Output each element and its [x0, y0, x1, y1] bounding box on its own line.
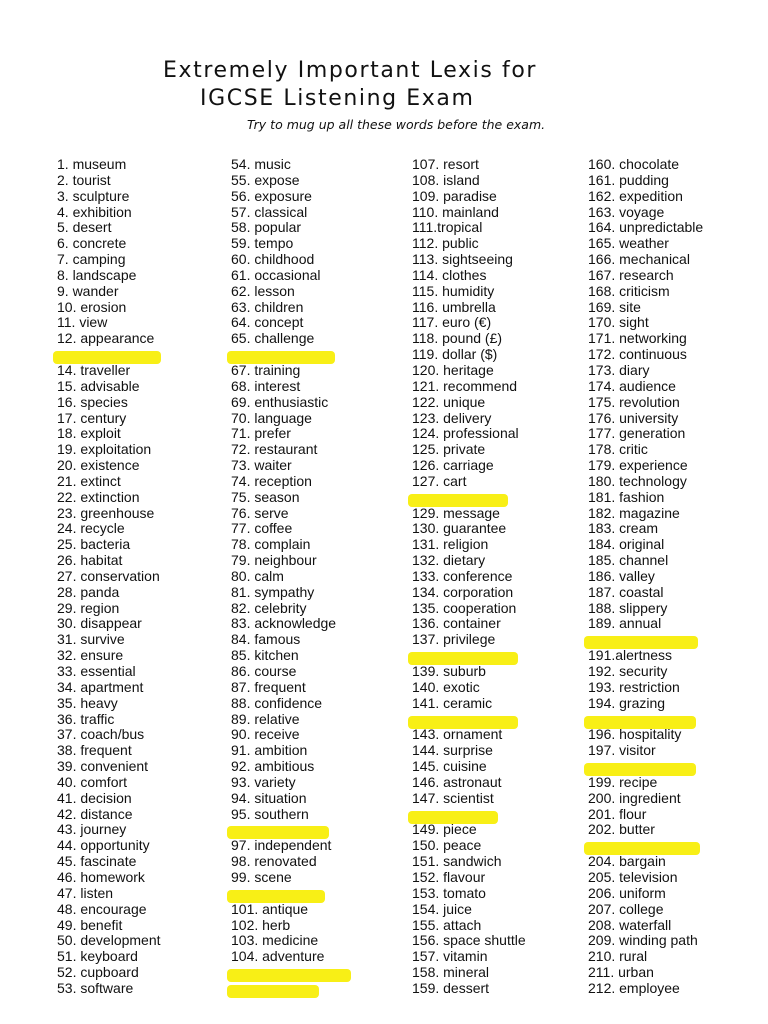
word-list-item: 118. pound (£)	[412, 330, 503, 347]
highlighted-redacted-item	[412, 807, 582, 823]
word-list-item: 113. sightseeing	[412, 251, 513, 268]
word-list-item: 135. cooperation	[412, 599, 517, 616]
word-list-item: 161. pudding	[588, 171, 669, 188]
word-list-item: 151. sandwich	[412, 853, 502, 870]
word-list-item: 79. neighbour	[231, 552, 317, 569]
word-list-item: 18. exploit	[57, 425, 121, 442]
word-list-item: 134. corporation	[412, 583, 514, 600]
word-list-item: 45. fascinate	[57, 853, 137, 870]
highlighted-redacted-item	[412, 648, 582, 664]
word-list-item: 91. ambition	[231, 742, 308, 759]
word-list-item: 15. advisable	[57, 377, 140, 394]
word-list-item: 119. dollar ($)	[412, 346, 498, 363]
word-list-item: 131. religion	[412, 536, 489, 553]
highlighted-redacted-item	[231, 347, 401, 363]
word-list-item: 209. winding path	[588, 932, 698, 949]
word-list-item: 75. season	[231, 488, 300, 505]
word-list-item: 47. listen	[57, 884, 114, 901]
word-list-item: 121. recommend	[412, 377, 518, 394]
word-list-item: 7. camping	[57, 251, 126, 268]
word-list-item: 94. situation	[231, 789, 307, 806]
word-list-item: 85. kitchen	[231, 647, 299, 664]
word-list-item: 137. privilege	[412, 631, 496, 648]
word-list-item: 27. conservation	[57, 567, 160, 584]
word-list-item: 109. paradise	[412, 187, 497, 204]
word-list-item: 115. humidity	[412, 282, 495, 299]
word-list-item: 74. reception	[231, 472, 312, 489]
word-list-item: 155. attach	[412, 916, 482, 933]
word-list-item: 107. resort	[412, 156, 479, 172]
word-list-item: 92. ambitious	[231, 758, 315, 775]
word-list-item: 110. mainland	[412, 203, 499, 220]
word-list-item: 185. channel	[588, 552, 669, 569]
word-list-item: 102. herb	[231, 916, 291, 933]
word-list-item: 5. desert	[57, 219, 112, 236]
word-list-item: 174. audience	[588, 377, 676, 394]
word-list-item: 160. chocolate	[588, 156, 680, 172]
word-list-item: 186. valley	[588, 567, 655, 584]
word-list-item: 114. clothes	[412, 266, 487, 283]
word-list-item: 193. restriction	[588, 678, 680, 695]
word-list-item: 116. umbrella	[412, 298, 496, 315]
word-list-item: 212. employee	[588, 979, 680, 996]
word-list-item: 130. guarantee	[412, 520, 507, 537]
word-list-item: 9. wander	[57, 282, 119, 299]
word-list-item: 93. variety	[231, 773, 296, 790]
word-list-item: 182. magazine	[588, 504, 680, 521]
word-list-item: 124. professional	[412, 425, 519, 442]
word-list-item: 178. critic	[588, 441, 648, 458]
word-list-item: 158. mineral	[412, 964, 490, 981]
word-list-item: 90. receive	[231, 726, 300, 743]
word-list-item: 202. butter	[588, 821, 655, 838]
word-list-item: 37. coach/bus	[57, 726, 145, 743]
word-list-item: 166. mechanical	[588, 251, 690, 268]
word-list-item: 51. keyboard	[57, 948, 138, 965]
word-list-item: 205. television	[588, 868, 678, 885]
word-list-item: 101. antique	[231, 900, 309, 917]
word-list-item: 181. fashion	[588, 488, 665, 505]
word-list-item: 196. hospitality	[588, 726, 682, 743]
highlighted-redacted-item	[412, 490, 582, 506]
word-list-item: 143. ornament	[412, 726, 503, 743]
word-list-item: 39. convenient	[57, 758, 149, 775]
word-list-item: 125. private	[412, 441, 486, 458]
word-list-item: 53. software	[57, 979, 134, 996]
word-list-item: 76. serve	[231, 504, 289, 521]
word-list-item: 176. university	[588, 409, 679, 426]
word-list-item: 168. criticism	[588, 282, 670, 299]
word-list-item: 159. dessert	[412, 979, 490, 996]
word-list-item: 84. famous	[231, 631, 301, 648]
word-list-item: 82. celebrity	[231, 599, 307, 616]
word-list-item: 88. confidence	[231, 694, 323, 711]
word-list-item: 16. species	[57, 393, 128, 410]
word-list-item: 147. scientist	[412, 789, 494, 806]
word-list-item: 62. lesson	[231, 282, 295, 299]
word-list-item: 89. relative	[231, 710, 300, 727]
word-list-item: 73. waiter	[231, 457, 292, 474]
word-list-item: 144. surprise	[412, 742, 493, 759]
word-list-item: 2. tourist	[57, 171, 111, 188]
word-list-item: 81. sympathy	[231, 583, 315, 600]
word-list-item: 31. survive	[57, 631, 125, 648]
word-list-item: 20. existence	[57, 457, 140, 474]
word-list-item: 59. tempo	[231, 235, 294, 252]
word-list-item: 64. concept	[231, 314, 304, 331]
word-list-item: 83. acknowledge	[231, 615, 337, 632]
word-list-item: 43. journey	[57, 821, 127, 838]
word-list-item: 108. island	[412, 171, 480, 188]
word-list-item: 61. occasional	[231, 266, 321, 283]
word-list-item: 127. cart	[412, 472, 467, 489]
word-list-item: 58. popular	[231, 219, 302, 236]
word-list-item: 192. security	[588, 663, 668, 679]
word-list-item: 72. restaurant	[231, 441, 318, 458]
word-list-item: 71. prefer	[231, 425, 291, 442]
word-list-item: 38. frequent	[57, 742, 132, 759]
word-list-item: 52. cupboard	[57, 964, 139, 981]
word-list-item: 123. delivery	[412, 409, 492, 426]
word-list-item: 35. heavy	[57, 694, 118, 711]
word-list-item: 172. continuous	[588, 346, 687, 363]
highlighted-redacted-item	[588, 712, 758, 728]
word-column-3	[412, 157, 582, 997]
word-list-item: 22. extinction	[57, 488, 140, 505]
highlighted-redacted-item	[57, 347, 227, 363]
word-list-item: 86. course	[231, 663, 297, 679]
word-list-item: 49. benefit	[57, 916, 123, 933]
word-list-item: 211. urban	[588, 964, 654, 981]
word-list-item: 3. sculpture	[57, 187, 130, 204]
word-list-item: 164. unpredictable	[588, 219, 704, 236]
word-list-item: 170. sight	[588, 314, 649, 331]
word-list-item: 173. diary	[588, 361, 650, 378]
word-list-item: 165. weather	[588, 235, 669, 252]
word-list-item: 162. expedition	[588, 187, 683, 204]
word-list-item: 126. carriage	[412, 457, 494, 474]
word-list-item: 56. exposure	[231, 187, 312, 204]
word-list-item: 40. comfort	[57, 773, 128, 790]
word-list-item: 32. ensure	[57, 647, 124, 664]
word-list-item: 112. public	[412, 235, 479, 252]
page-title: Extremely Important Lexis for	[163, 58, 538, 83]
word-list-item: 44. opportunity	[57, 837, 150, 854]
word-list-item: 120. heritage	[412, 361, 494, 378]
word-list-item: 156. space shuttle	[412, 932, 526, 949]
word-list-item: 199. recipe	[588, 773, 658, 790]
word-list-item: 184. original	[588, 536, 665, 553]
word-list-item: 8. landscape	[57, 266, 137, 283]
highlighted-redacted-item	[231, 886, 401, 902]
word-list-item: 23. greenhouse	[57, 504, 155, 521]
word-list-item: 140. exotic	[412, 678, 480, 695]
word-list-item: 171. networking	[588, 330, 687, 347]
word-list-item: 87. frequent	[231, 678, 306, 695]
word-list-item: 189. annual	[588, 615, 662, 632]
word-list-item: 197. visitor	[588, 742, 656, 759]
highlight-mark	[227, 985, 319, 998]
word-list-item: 70. language	[231, 409, 312, 426]
word-list-item: 65. challenge	[231, 330, 315, 347]
word-list-item: 99. scene	[231, 868, 292, 885]
word-list-item: 194. grazing	[588, 694, 666, 711]
word-list-item: 104. adventure	[231, 948, 325, 965]
page-title-line-2: IGCSE Listening Exam	[200, 86, 475, 111]
word-list-item: 14. traveller	[57, 361, 131, 378]
word-list-item: 77. coffee	[231, 520, 293, 537]
word-list-item: 141. ceramic	[412, 694, 493, 711]
word-list-item: 63. children	[231, 298, 304, 315]
word-list-item: 25. bacteria	[57, 536, 131, 553]
word-list-item: 1. museum	[57, 156, 127, 172]
word-list-item: 133. conference	[412, 567, 513, 584]
subtitle: Try to mug up all these words before the exam.	[247, 117, 546, 132]
word-list-item: 157. vitamin	[412, 948, 488, 965]
word-list-item: 200. ingredient	[588, 789, 681, 806]
word-list-item: 132. dietary	[412, 552, 486, 569]
word-list-item: 30. disappear	[57, 615, 142, 632]
word-list-item: 154. juice	[412, 900, 472, 917]
highlighted-redacted-item	[231, 981, 401, 997]
word-list-item: 28. panda	[57, 583, 120, 600]
word-list-item: 95. southern	[231, 805, 309, 822]
highlighted-redacted-item	[588, 632, 758, 648]
highlighted-redacted-item	[231, 965, 401, 981]
word-list-item: 201. flour	[588, 805, 647, 822]
word-list-item: 177. generation	[588, 425, 686, 442]
word-list-item: 129. message	[412, 504, 500, 521]
word-list-item: 145. cuisine	[412, 758, 487, 775]
word-list-item: 139. suburb	[412, 663, 486, 679]
word-list-item: 146. astronaut	[412, 773, 502, 790]
word-list-item: 208. waterfall	[588, 916, 672, 933]
word-list-item: 206. uniform	[588, 884, 666, 901]
word-list-item: 179. experience	[588, 457, 688, 474]
word-list-item: 48. encourage	[57, 900, 147, 917]
word-list-item: 6. concrete	[57, 235, 127, 252]
word-list-item: 57. classical	[231, 203, 308, 220]
highlighted-redacted-item	[231, 822, 401, 838]
word-list-item: 68. interest	[231, 377, 301, 394]
highlighted-redacted-item	[412, 712, 582, 728]
word-list-item: 17. century	[57, 409, 127, 426]
word-list-item: 54. music	[231, 156, 291, 172]
word-list-item: 46. homework	[57, 868, 145, 885]
word-list-item: 29. region	[57, 599, 120, 616]
word-list-item: 167. research	[588, 266, 674, 283]
word-list-item: 98. renovated	[231, 853, 317, 870]
word-list-item: 80. calm	[231, 567, 284, 584]
word-list-item: 34. apartment	[57, 678, 144, 695]
highlighted-redacted-item	[588, 759, 758, 775]
word-list-item: 210. rural	[588, 948, 648, 965]
word-list-item: 191.alertness	[588, 647, 673, 664]
word-list-item: 117. euro (€)	[412, 314, 492, 331]
word-list-item: 41. decision	[57, 789, 132, 806]
word-list-item: 169. site	[588, 298, 641, 315]
word-list-item: 187. coastal	[588, 583, 664, 600]
word-list-item: 24. recycle	[57, 520, 125, 537]
word-list-item: 122. unique	[412, 393, 486, 410]
word-list-item: 67. training	[231, 361, 301, 378]
word-list-item: 10. erosion	[57, 298, 127, 315]
word-list-item: 97. independent	[231, 837, 332, 854]
word-column-4	[588, 157, 758, 997]
word-list-item: 4. exhibition	[57, 203, 132, 220]
word-list-item: 136. container	[412, 615, 501, 632]
word-list-item: 50. development	[57, 932, 161, 949]
word-list-item: 36. traffic	[57, 710, 115, 727]
word-list-item: 183. cream	[588, 520, 659, 537]
word-list-item: 207. college	[588, 900, 664, 917]
word-column-2	[231, 157, 401, 997]
word-list-item: 175. revolution	[588, 393, 680, 410]
word-list-item: 149. piece	[412, 821, 477, 838]
word-list-item: 180. technology	[588, 472, 687, 489]
word-list-item: 188. slippery	[588, 599, 668, 616]
word-list-item: 42. distance	[57, 805, 133, 822]
word-list-item: 60. childhood	[231, 251, 315, 268]
word-list-item: 26. habitat	[57, 552, 123, 569]
word-list-item: 150. peace	[412, 837, 482, 854]
word-list-item: 21. extinct	[57, 472, 121, 489]
word-list-item: 152. flavour	[412, 868, 486, 885]
word-list-item: 69. enthusiastic	[231, 393, 329, 410]
word-list-item: 78. complain	[231, 536, 311, 553]
word-list-item: 11. view	[57, 314, 108, 331]
word-column-1	[57, 157, 227, 997]
word-list-item: 12. appearance	[57, 330, 155, 347]
word-list-item: 103. medicine	[231, 932, 319, 949]
word-list-item: 55. expose	[231, 171, 300, 188]
highlighted-redacted-item	[588, 838, 758, 854]
word-list-item: 153. tomato	[412, 884, 486, 901]
word-list-item: 19. exploitation	[57, 441, 152, 458]
word-list-item: 111.tropical	[412, 219, 483, 236]
word-list-item: 163. voyage	[588, 203, 665, 220]
word-list-item: 33. essential	[57, 663, 136, 679]
word-list-item: 204. bargain	[588, 853, 666, 870]
